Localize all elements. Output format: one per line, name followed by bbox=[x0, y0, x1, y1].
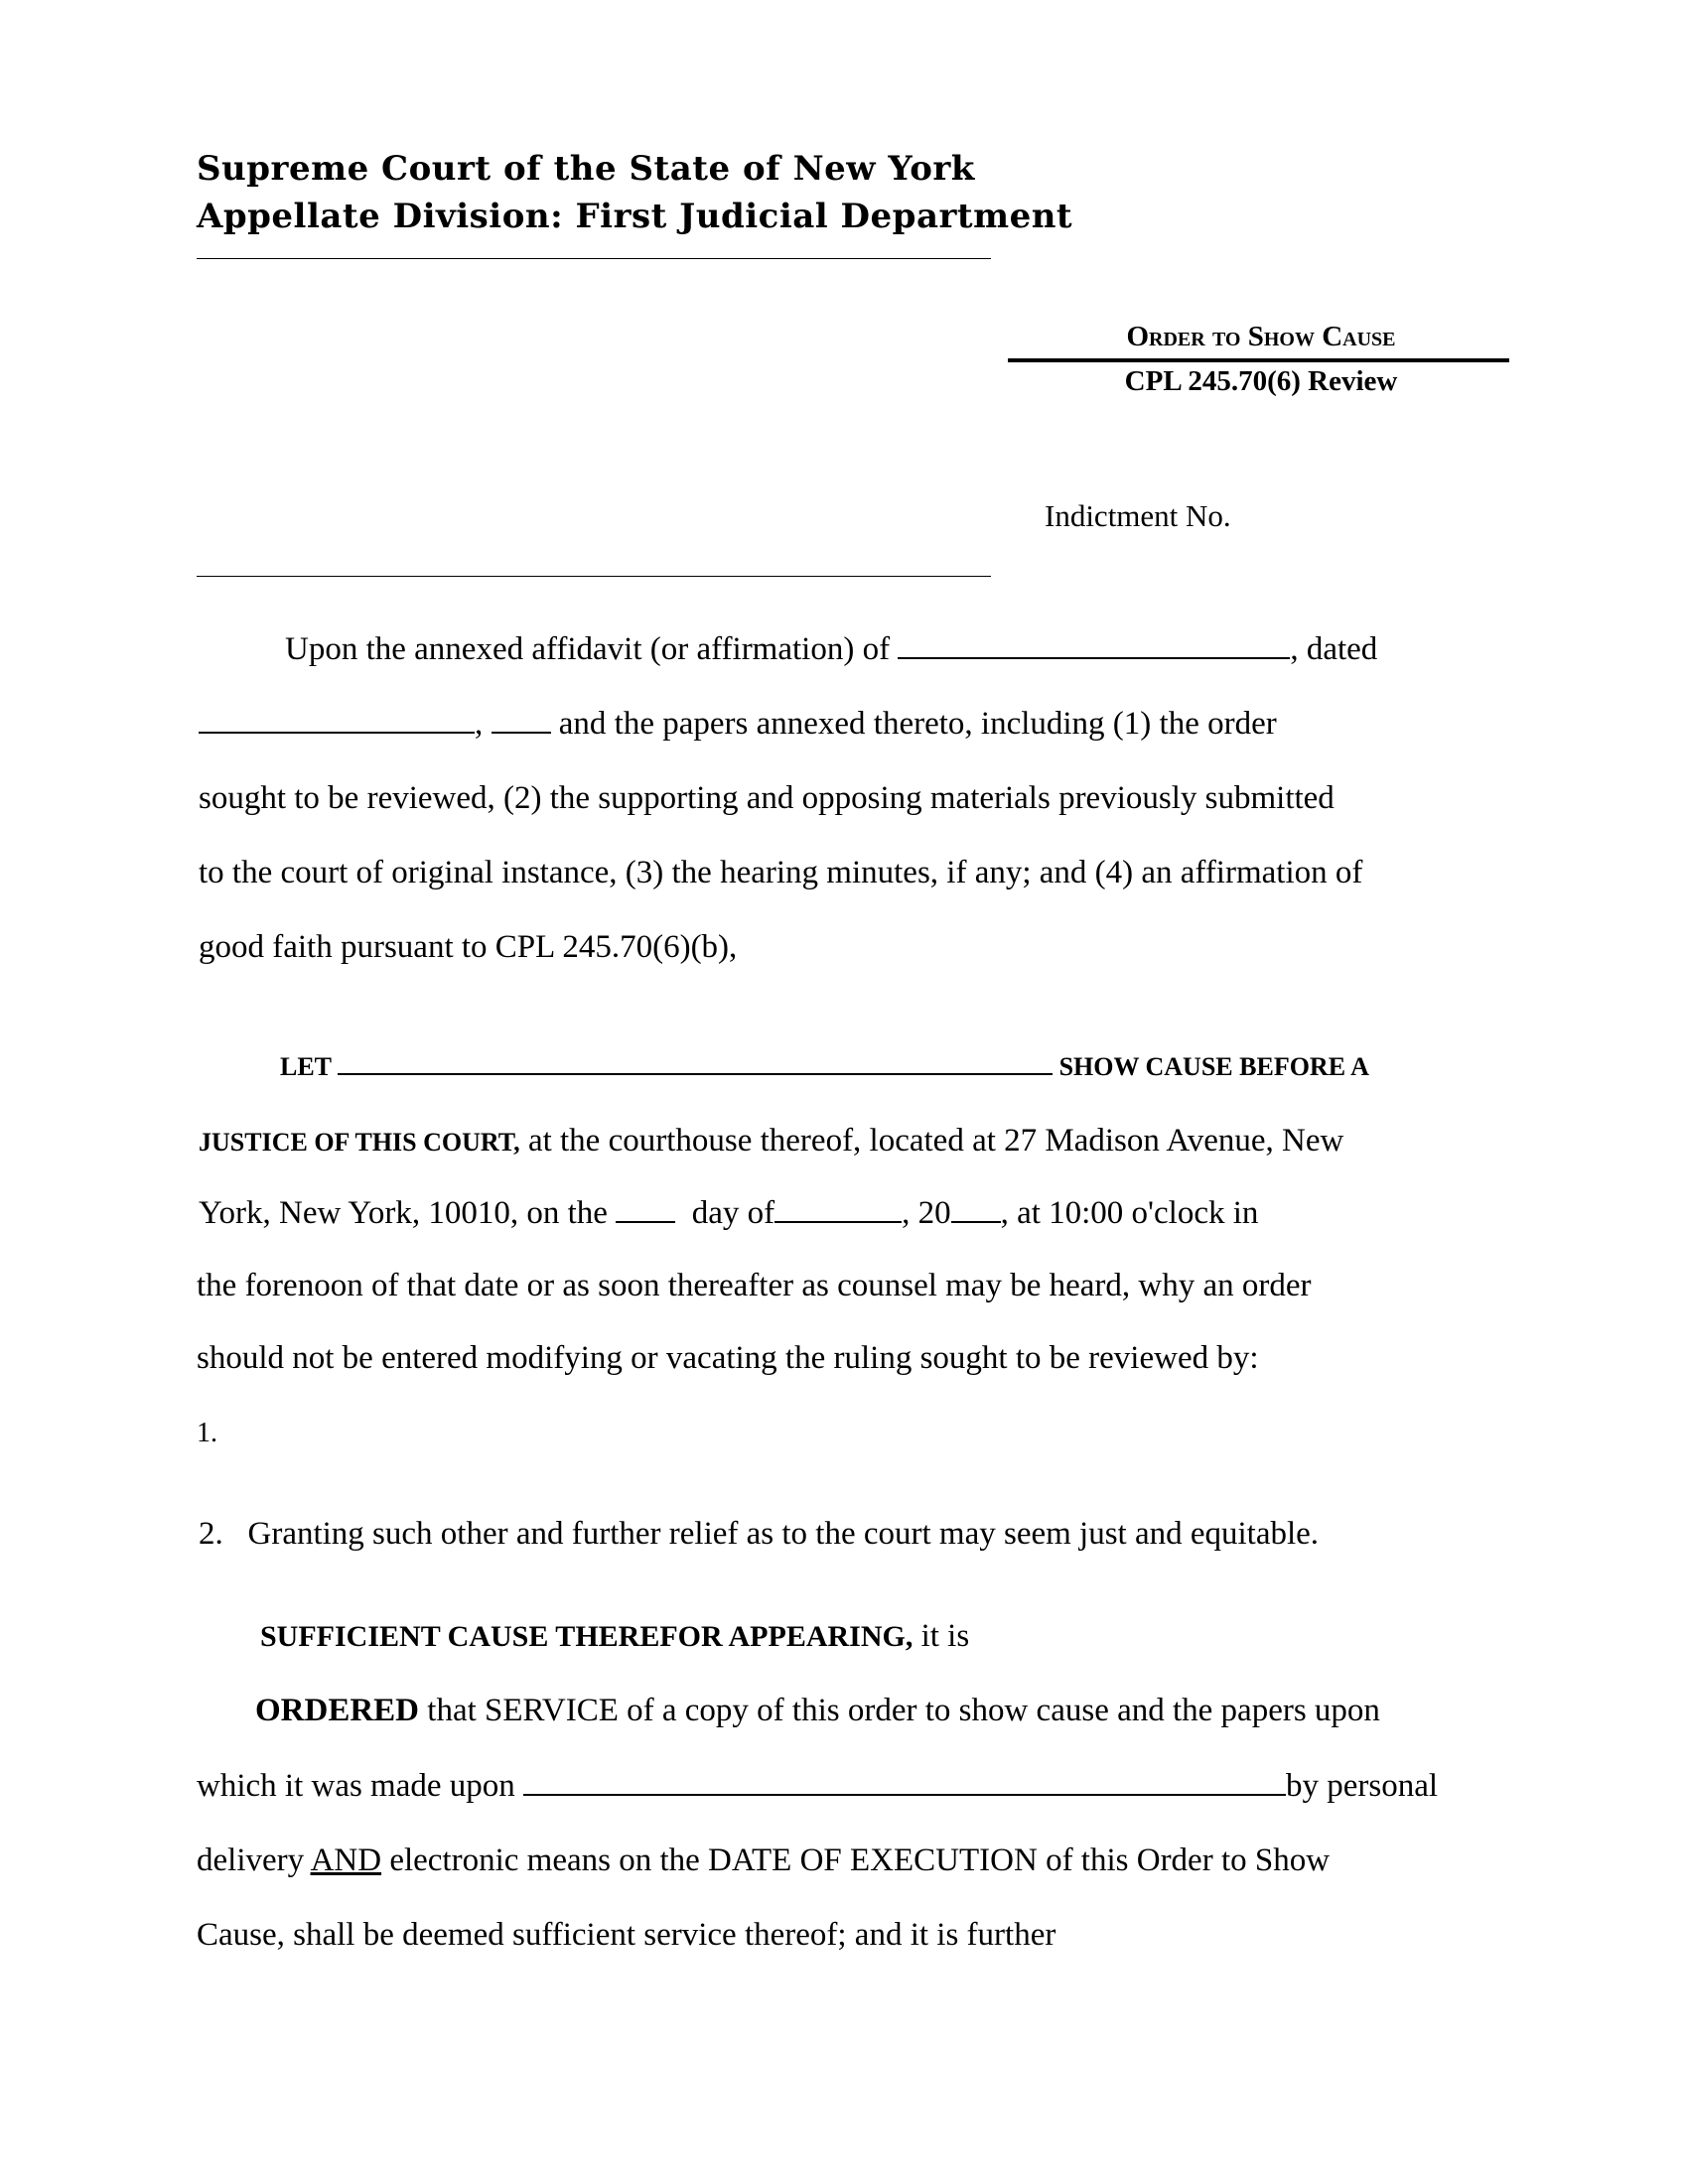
body-line bbox=[280, 1052, 1369, 1082]
list-item-2 bbox=[199, 1516, 1319, 1553]
justice-label: JUSTICE OF THIS COURT, bbox=[199, 1128, 520, 1157]
doc-subtitle: CPL 245.70(6) Review bbox=[1124, 365, 1398, 397]
body-line: should not be entered modifying or vacating the ruling sought to be reviewed by: bbox=[197, 1340, 1259, 1376]
body-text: , 20 bbox=[902, 1195, 951, 1231]
indictment-label: Indictment No. bbox=[1045, 498, 1231, 533]
body-text: which it was made upon bbox=[197, 1768, 515, 1804]
body-text: day of bbox=[691, 1195, 775, 1231]
body-line bbox=[260, 1618, 969, 1655]
body-line: sought to be reviewed, (2) the supporting and opposing materials previously submitted bbox=[199, 780, 1335, 816]
body-text: , dated bbox=[1290, 631, 1378, 667]
body-text: it is bbox=[913, 1618, 970, 1654]
ordered-label: ORDERED bbox=[255, 1693, 420, 1728]
body-text: delivery bbox=[197, 1843, 311, 1878]
sufficient-cause-label: SUFFICIENT CAUSE THEREFOR APPEARING, bbox=[260, 1620, 914, 1653]
year-suffix-blank[interactable] bbox=[951, 1195, 1001, 1223]
caption-rule bbox=[197, 576, 991, 577]
body-text: and the papers annexed thereto, including (1) the order bbox=[558, 706, 1277, 742]
body-text: at the courthouse thereof, located at 27 Madison Avenue, New bbox=[527, 1123, 1344, 1159]
court-name: Supreme Court of the State of New York bbox=[197, 149, 975, 189]
day-blank[interactable] bbox=[616, 1195, 675, 1223]
and-emphasis: AND bbox=[310, 1843, 382, 1878]
body-line bbox=[255, 1693, 1380, 1729]
show-cause-label: SHOW CAUSE BEFORE A bbox=[1058, 1052, 1369, 1081]
respondent-blank[interactable] bbox=[338, 1053, 1053, 1075]
body-text: Upon the annexed affidavit (or affirmation) of bbox=[285, 631, 891, 667]
body-text: by personal bbox=[1286, 1768, 1439, 1804]
body-line bbox=[197, 1843, 1330, 1879]
body-text: , bbox=[475, 706, 484, 742]
body-line: Cause, shall be deemed sufficient service thereof; and it is further bbox=[197, 1917, 1056, 1953]
body-line: to the court of original instance, (3) the hearing minutes, if any; and (4) an affirmation of bbox=[199, 855, 1363, 890]
body-line bbox=[285, 631, 1377, 668]
body-line bbox=[199, 1195, 1258, 1232]
doc-title: Order to Show Cause bbox=[1126, 321, 1396, 352]
body-line bbox=[199, 1123, 1343, 1160]
court-division: Appellate Division: First Judicial Department bbox=[197, 197, 1073, 236]
body-line: the forenoon of that date or as soon thereafter as counsel may be heard, why an order bbox=[197, 1268, 1312, 1303]
body-text: that SERVICE of a copy of this order to show cause and the papers upon bbox=[419, 1693, 1380, 1728]
body-text: Granting such other and further relief as to the court may seem just and equitable. bbox=[247, 1516, 1320, 1552]
body-line bbox=[199, 706, 1277, 743]
body-text: , at 10:00 o'clock in bbox=[1000, 1195, 1259, 1231]
title-rule bbox=[1008, 358, 1509, 362]
body-text: electronic means on the DATE OF EXECUTION of this Order to Show bbox=[381, 1843, 1331, 1878]
list-item-1: 1. bbox=[197, 1418, 217, 1448]
affiant-blank[interactable] bbox=[898, 631, 1290, 659]
body-text: York, New York, 10010, on the bbox=[199, 1195, 608, 1231]
body-line: good faith pursuant to CPL 245.70(6)(b), bbox=[199, 929, 738, 965]
service-party-blank[interactable] bbox=[523, 1768, 1286, 1796]
month-blank[interactable] bbox=[774, 1195, 902, 1223]
year-blank[interactable] bbox=[492, 706, 551, 734]
let-label: LET bbox=[280, 1052, 332, 1081]
header-rule bbox=[197, 258, 991, 259]
list-number: 2. bbox=[199, 1516, 223, 1552]
body-line bbox=[197, 1768, 1438, 1805]
date-blank[interactable] bbox=[199, 706, 475, 734]
